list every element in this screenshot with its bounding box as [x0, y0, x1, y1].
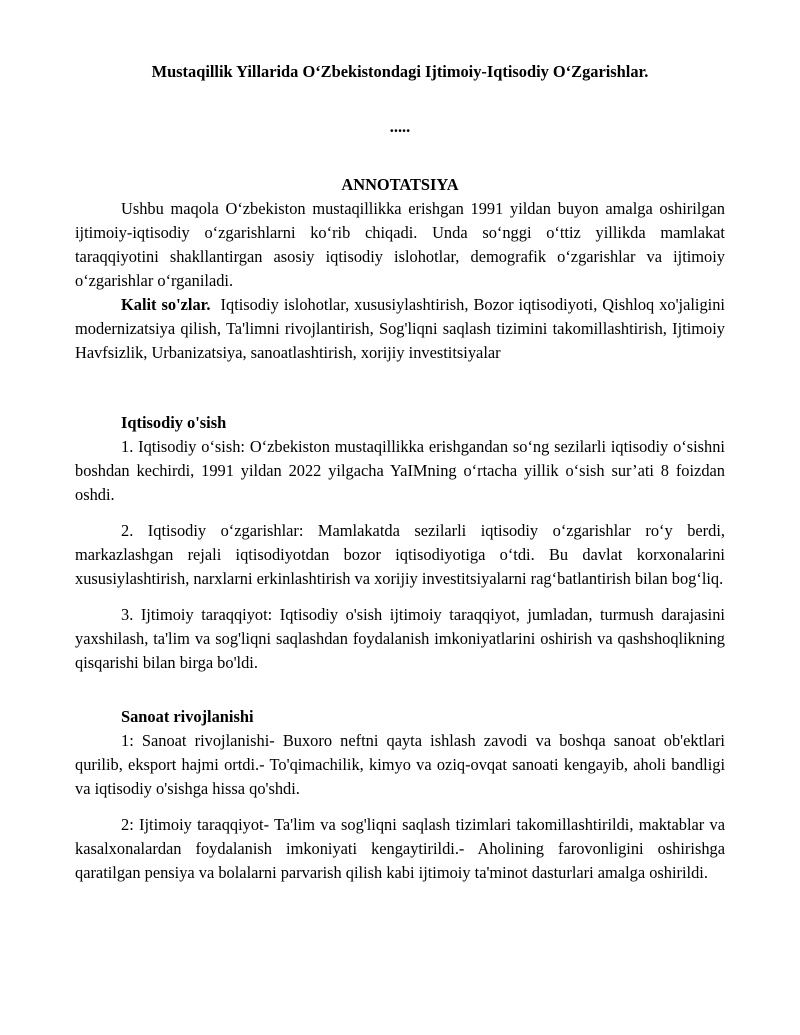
article-title: Mustaqillik Yillarida O‘Zbekistondagi Ijtimoiy-Iqtisodiy O‘Zgarishlar. — [151, 62, 649, 81]
section-heading-industrial-development: Sanoat rivojlanishi — [121, 707, 254, 726]
annotation-heading: ANNOTATSIYA — [341, 175, 459, 194]
keywords-paragraph — [75, 293, 725, 365]
section-paragraph: 2. Iqtisodiy o‘zgarishlar: Mamlakatda sezilarli iqtisodiy o‘zgarishlar ro‘y berdi, markazlashgan rejali iqtisodiyotdan bozor iqtisodiyotiga o‘tdi. Bu davlat korxonalarini xususiylashtirish, narxlarni erkinlashtirish va xorijiy investitsiyalarni rag‘batlantirish bilan bog‘liq. — [75, 521, 725, 588]
section-paragraph: 3. Ijtimoiy taraqqiyot: Iqtisodiy o'sish ijtimoiy taraqqiyot, jumladan, turmush darajasini yaxshilash, ta'lim va sog'liqni saqlashdan foydalanish imkoniyatlarini oshirish va qashshoqlikning qisqarishi bilan birga bo'ldi. — [75, 605, 725, 672]
title-separator-dots: ..... — [389, 117, 411, 136]
annotation-text: Ushbu maqola O‘zbekiston mustaqillikka erishgan 1991 yildan buyon amalga oshirilgan ijtimoiy-iqtisodiy o‘zgarishlarni ko‘rib chiqadi. Unda so‘nggi o‘ttiz yillikda mamlakat taraqqiyotini shakllantirgan asosiy iqtisodiy islohotlar, demografik o‘zgarishlar va ijtimoiy o‘zgarishlar o‘rganiladi. — [75, 199, 725, 290]
section-paragraph: 1: Sanoat rivojlanishi- Buxoro neftni qayta ishlash zavodi va boshqa sanoat ob'ektlari qurilib, eksport hajmi ortdi.- To'qimachilik, kimyo va oziq-ovqat sanoati kengayib, aholi bandligi va iqtisodiy o'sishga hissa qo'shdi. — [75, 731, 725, 798]
section-heading-economic-growth: Iqtisodiy o'sish — [121, 413, 227, 432]
section-paragraph: 1. Iqtisodiy o‘sish: O‘zbekiston mustaqillikka erishgandan so‘ng sezilarli iqtisodiy o‘sishni boshdan kechirdi, 1991 yildan 2022 yilgacha YaIMning o‘rtacha yillik o‘sish sur’ati 8 foizdan oshdi. — [75, 437, 725, 504]
keywords-label: Kalit so'zlar. — [121, 295, 211, 314]
document-page — [75, 60, 725, 885]
section-paragraph: 2: Ijtimoiy taraqqiyot- Ta'lim va sog'liqni saqlash tizimlari takomillashtirildi, maktablar va kasalxonalardan foydalanish imkoniyati kengaytirildi.- Aholining farovonligini oshirishga qaratilgan pensiya va bolalarni parvarish qilish kabi ijtimoiy ta'minot dasturlari amalga oshirildi. — [75, 815, 725, 882]
keywords-list: Iqtisodiy islohotlar, xususiylashtirish, Bozor iqtisodiyoti, Qishloq xo'jaligini modernizatsiya qilish, Ta'limni rivojlantirish, Sog'liqni saqlash tizimini takomillashtirish, Ijtimoiy Havfsizlik, Urbanizatsiya, sanoatlashtirish, xorijiy investitsiyalar — [75, 295, 725, 362]
